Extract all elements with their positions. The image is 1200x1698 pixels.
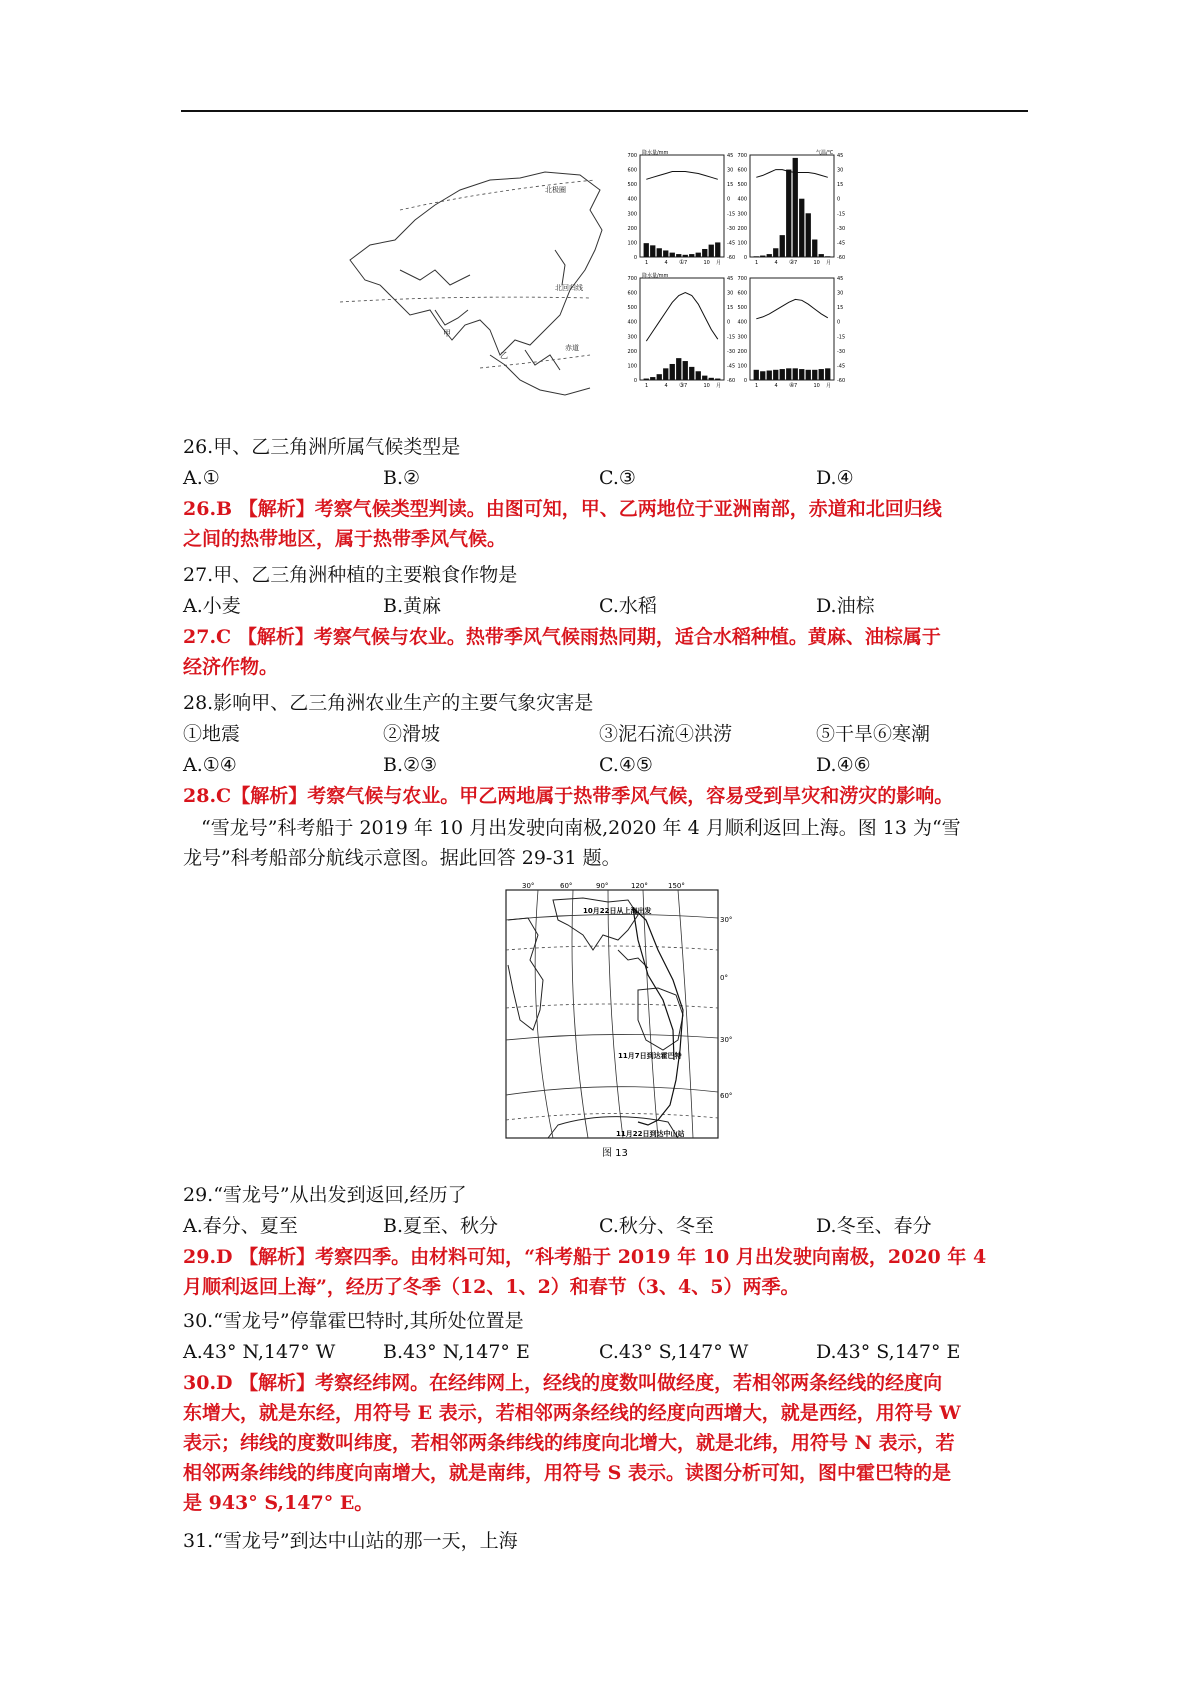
right-tick-label: 30 bbox=[837, 290, 844, 297]
q30-option-a: A.43° N,147° W bbox=[183, 1341, 336, 1363]
lon-tick-2: 60° bbox=[560, 882, 573, 890]
left-tick-label: 0 bbox=[743, 255, 747, 261]
left-tick-label: 0 bbox=[743, 378, 747, 384]
q27-option-b: B.黄麻 bbox=[383, 595, 442, 617]
lat-tick-1: 30° bbox=[720, 916, 733, 924]
right-tick-label: -60 bbox=[837, 255, 846, 261]
q27-option-c: C.水稻 bbox=[599, 595, 657, 617]
left-tick-label: 200 bbox=[627, 348, 637, 355]
figure-13-route-map bbox=[498, 880, 733, 1162]
left-tick-label: 500 bbox=[627, 305, 637, 312]
header-rule bbox=[181, 110, 1028, 112]
right-tick-label: -30 bbox=[727, 348, 736, 355]
q26-option-c: C.③ bbox=[599, 467, 636, 489]
q27-option-a: A.小麦 bbox=[183, 595, 241, 617]
x-tick-label: 1 bbox=[645, 260, 649, 266]
x-tick-label: 7 bbox=[794, 260, 798, 266]
right-tick-label: 0 bbox=[837, 196, 841, 203]
left-tick-label: 200 bbox=[737, 348, 747, 355]
q26-answer-line1: 【解析】考察气候类型判读。由图可知，甲、乙两地位于亚洲南部，赤道和北回归线 bbox=[238, 498, 942, 520]
precip-bar bbox=[702, 376, 707, 380]
precip-bar bbox=[819, 369, 824, 380]
q28-item-1: ①地震 bbox=[183, 723, 241, 745]
right-tick-label: 15 bbox=[727, 182, 734, 189]
left-tick-label: 400 bbox=[737, 196, 747, 203]
left-tick-label: 600 bbox=[627, 167, 637, 174]
q26-answer-head: 26.B bbox=[183, 498, 233, 520]
equator-line bbox=[480, 355, 590, 368]
left-tick-label: 700 bbox=[737, 153, 747, 159]
left-tick-label: 500 bbox=[627, 182, 637, 189]
q30-stem: 30.“雪龙号”停靠霍巴特时,其所处位置是 bbox=[183, 1310, 524, 1332]
precip-bar bbox=[799, 199, 804, 257]
q28-item-4: ⑤干旱⑥寒潮 bbox=[816, 723, 931, 745]
q29-answer-head: 29.D bbox=[183, 1246, 233, 1268]
chart-frame bbox=[750, 278, 834, 380]
right-tick-label: 15 bbox=[727, 305, 734, 312]
chart-id-label: ① bbox=[679, 259, 685, 266]
q30-option-c: C.43° S,147° W bbox=[599, 1341, 749, 1363]
month-label: 月 bbox=[716, 260, 722, 266]
precip-bar bbox=[683, 361, 688, 380]
right-tick-label: -45 bbox=[727, 363, 736, 370]
chart-frame bbox=[750, 155, 834, 257]
q28-option-b: B.②③ bbox=[383, 754, 438, 776]
q29-option-b: B.夏至、秋分 bbox=[383, 1215, 499, 1237]
left-tick-label: 400 bbox=[627, 319, 637, 326]
lat-tick-2: 0° bbox=[720, 974, 728, 982]
q27-answer-line1: 【解析】考察气候与农业。热带季风气候雨热同期，适合水稻种植。黄麻、油棕属于 bbox=[237, 626, 941, 648]
x-tick-label: 1 bbox=[645, 383, 649, 389]
precip-bar bbox=[825, 368, 830, 380]
right-tick-label: 0 bbox=[837, 319, 841, 326]
right-tick-label: -30 bbox=[727, 225, 736, 232]
q30-answer-line1: 【解析】考察经纬网。在经纬网上，经线的度数叫做经度，若相邻两条经线的经度向 bbox=[239, 1372, 943, 1394]
precip-bar bbox=[689, 254, 694, 257]
precip-bar bbox=[644, 379, 649, 380]
precip-bar bbox=[806, 213, 811, 257]
x-tick-label: 4 bbox=[664, 383, 668, 389]
precip-bar bbox=[754, 370, 759, 380]
q28-item-2: ②滑坡 bbox=[383, 723, 441, 745]
q30-answer-line2: 东增大，就是东经，用符号 E 表示，若相邻两条经线的经度向西增大，就是西经，用符号 W bbox=[183, 1402, 961, 1424]
precip-bar bbox=[696, 253, 701, 257]
precip-bar bbox=[773, 248, 778, 257]
q30-answer bbox=[183, 1368, 1025, 1518]
intro-paragraph bbox=[183, 813, 1025, 873]
q29-option-a: A.春分、夏至 bbox=[183, 1215, 298, 1237]
temp-axis-label: 气温/℃ bbox=[816, 150, 834, 156]
precip-bar bbox=[650, 377, 655, 380]
x-tick-label: 1 bbox=[755, 260, 759, 266]
month-label: 月 bbox=[716, 383, 722, 389]
q27-stem: 27.甲、乙三角洲种植的主要粮食作物是 bbox=[183, 564, 518, 586]
lat-tick-4: 60° bbox=[720, 1092, 733, 1100]
label-start: 10月22日从上海出发 bbox=[583, 907, 652, 915]
precip-bar bbox=[819, 254, 824, 257]
figure-caption: 图 13 bbox=[602, 1148, 628, 1159]
q28-option-a: A.①④ bbox=[183, 754, 237, 776]
precip-bar bbox=[663, 250, 668, 257]
right-tick-label: -15 bbox=[727, 334, 736, 341]
climate-chart-1 bbox=[627, 149, 735, 266]
x-tick-label: 4 bbox=[664, 260, 668, 266]
right-tick-label: 30 bbox=[727, 290, 734, 297]
precip-bar bbox=[644, 243, 649, 257]
month-label: 月 bbox=[826, 260, 832, 266]
precip-bar bbox=[825, 256, 830, 257]
q28-option-d: D.④⑥ bbox=[816, 754, 871, 776]
precip-bar bbox=[773, 370, 778, 380]
left-tick-label: 0 bbox=[633, 255, 637, 261]
q28-answer bbox=[183, 781, 1025, 811]
right-tick-label: -15 bbox=[837, 211, 846, 218]
q30-answer-line3: 表示；纬线的度数叫纬度，若相邻两条纬线的纬度向北增大，就是北纬，用符号 N 表示，若 bbox=[183, 1432, 955, 1454]
precip-bar bbox=[799, 369, 804, 380]
q26-option-d: D.④ bbox=[816, 467, 854, 489]
q30-option-d: D.43° S,147° E bbox=[816, 1341, 961, 1363]
q26-option-a: A.① bbox=[183, 467, 220, 489]
precip-bar bbox=[786, 170, 791, 257]
chart-id-label: ③ bbox=[679, 382, 685, 389]
precip-axis-label: 降水量/mm bbox=[642, 150, 669, 156]
left-tick-label: 300 bbox=[737, 211, 747, 218]
x-tick-label: 7 bbox=[684, 260, 688, 266]
q27-answer-line2: 经济作物。 bbox=[183, 656, 279, 678]
q29-option-d: D.冬至、春分 bbox=[816, 1215, 932, 1237]
q29-option-c: C.秋分、冬至 bbox=[599, 1215, 714, 1237]
right-tick-label: 45 bbox=[727, 153, 734, 159]
precip-bar bbox=[786, 368, 791, 380]
x-tick-label: 7 bbox=[794, 383, 798, 389]
label-equator: 赤道 bbox=[565, 344, 579, 352]
intro-line2: 龙号”科考船部分航线示意图。据此回答 29-31 题。 bbox=[183, 847, 621, 869]
right-tick-label: -45 bbox=[837, 363, 846, 370]
lon-tick-3: 90° bbox=[596, 882, 609, 890]
x-tick-label: 4 bbox=[774, 383, 778, 389]
left-tick-label: 300 bbox=[627, 211, 637, 218]
left-tick-label: 700 bbox=[627, 153, 637, 159]
precip-bar bbox=[650, 245, 655, 257]
left-tick-label: 400 bbox=[627, 196, 637, 203]
q26-stem: 26.甲、乙三角洲所属气候类型是 bbox=[183, 436, 461, 458]
precip-bar bbox=[780, 369, 785, 380]
right-tick-label: -15 bbox=[727, 211, 736, 218]
left-tick-label: 500 bbox=[737, 305, 747, 312]
figure-asia-map-climate-charts bbox=[340, 150, 850, 410]
chart-id-label: ② bbox=[789, 259, 795, 266]
precip-bar bbox=[709, 378, 714, 380]
q28-answer-line1: 【解析】考察气候与农业。甲乙两地属于热带季风气候，容易受到旱灾和涝灾的影响。 bbox=[231, 785, 954, 807]
left-tick-label: 300 bbox=[737, 334, 747, 341]
label-arctic: 北极圈 bbox=[545, 186, 566, 194]
left-tick-label: 200 bbox=[627, 225, 637, 232]
label-tropic: 北回归线 bbox=[555, 284, 583, 292]
precip-axis-label: 降水量/mm bbox=[642, 273, 669, 279]
precip-bar bbox=[702, 249, 707, 257]
left-tick-label: 600 bbox=[737, 167, 747, 174]
left-tick-label: 0 bbox=[633, 378, 637, 384]
precip-bar bbox=[670, 364, 675, 380]
climate-chart-2 bbox=[737, 149, 845, 266]
right-tick-label: 45 bbox=[837, 276, 844, 282]
precip-bar bbox=[715, 379, 720, 380]
left-tick-label: 600 bbox=[627, 290, 637, 297]
x-tick-label: 10 bbox=[813, 383, 820, 389]
right-tick-label: 30 bbox=[727, 167, 734, 174]
precip-bar bbox=[715, 242, 720, 257]
left-tick-label: 200 bbox=[737, 225, 747, 232]
right-tick-label: -60 bbox=[727, 378, 736, 384]
tropic-cancer-line bbox=[340, 297, 590, 302]
month-label: 月 bbox=[826, 383, 832, 389]
left-tick-label: 600 bbox=[737, 290, 747, 297]
precip-bar bbox=[760, 256, 765, 257]
q28-item-3: ③泥石流④洪涝 bbox=[599, 723, 733, 745]
x-tick-label: 10 bbox=[703, 260, 710, 266]
q26-option-b: B.② bbox=[383, 467, 421, 489]
q30-answer-line4: 相邻两条纬线的纬度向南增大，就是南纬，用符号 S 表示。读图分析可知，图中霍巴特的是 bbox=[183, 1462, 951, 1484]
right-tick-label: 15 bbox=[837, 305, 844, 312]
precip-bar bbox=[812, 370, 817, 380]
q29-stem: 29.“雪龙号”从出发到返回,经历了 bbox=[183, 1184, 467, 1206]
left-tick-label: 700 bbox=[627, 276, 637, 282]
left-tick-label: 300 bbox=[627, 334, 637, 341]
q31-stem: 31.“雪龙号”到达中山站的那一天，上海 bbox=[183, 1530, 518, 1552]
precip-bar bbox=[760, 371, 765, 380]
precip-bar bbox=[696, 371, 701, 380]
right-tick-label: 15 bbox=[837, 182, 844, 189]
chart-frame bbox=[640, 155, 724, 257]
label-hobart: 11月7日到达霍巴特 bbox=[618, 1052, 682, 1060]
x-tick-label: 1 bbox=[755, 383, 759, 389]
label-zhongshan: 11月22日到达中山站 bbox=[616, 1130, 685, 1138]
label-yi: 乙 bbox=[500, 351, 508, 360]
left-tick-label: 100 bbox=[737, 363, 747, 370]
q27-answer-head: 27.C bbox=[183, 626, 232, 648]
precip-bar bbox=[676, 254, 681, 257]
q28-option-c: C.④⑤ bbox=[599, 754, 653, 776]
x-tick-label: 10 bbox=[703, 383, 710, 389]
precip-bar bbox=[676, 358, 681, 380]
lon-tick-4: 120° bbox=[631, 882, 648, 890]
precip-bar bbox=[767, 254, 772, 257]
x-tick-label: 4 bbox=[774, 260, 778, 266]
arctic-circle-line bbox=[400, 180, 595, 210]
precip-bar bbox=[767, 371, 772, 380]
q27-answer bbox=[183, 622, 1025, 682]
label-jia: 甲 bbox=[443, 329, 451, 338]
lon-tick-5: 150° bbox=[668, 882, 685, 890]
left-tick-label: 400 bbox=[737, 319, 747, 326]
q30-answer-head: 30.D bbox=[183, 1372, 233, 1394]
left-tick-label: 700 bbox=[737, 276, 747, 282]
right-tick-label: -15 bbox=[837, 334, 846, 341]
precip-bar bbox=[683, 255, 688, 257]
left-tick-label: 100 bbox=[627, 363, 637, 370]
q27-option-d: D.油棕 bbox=[816, 595, 875, 617]
chart-id-label: ④ bbox=[789, 382, 795, 389]
left-tick-label: 100 bbox=[627, 240, 637, 247]
precip-bar bbox=[663, 368, 668, 380]
x-tick-label: 10 bbox=[813, 260, 820, 266]
q28-stem: 28.影响甲、乙三角洲农业生产的主要气象灾害是 bbox=[183, 692, 594, 714]
right-tick-label: 0 bbox=[727, 196, 731, 203]
left-tick-label: 500 bbox=[737, 182, 747, 189]
right-tick-label: 30 bbox=[837, 167, 844, 174]
right-tick-label: -30 bbox=[837, 225, 846, 232]
q28-answer-head: 28.C bbox=[183, 785, 232, 807]
climate-chart-3 bbox=[627, 272, 735, 389]
right-tick-label: -60 bbox=[727, 255, 736, 261]
lon-tick-1: 30° bbox=[522, 882, 535, 890]
precip-bar bbox=[689, 367, 694, 380]
climate-chart-4 bbox=[737, 276, 845, 389]
q29-answer bbox=[183, 1242, 1025, 1302]
q29-answer-line1: 【解析】考察四季。由材料可知，“科考船于 2019 年 10 月出发驶向南极，2020 年 4 bbox=[239, 1246, 987, 1268]
right-tick-label: -45 bbox=[727, 240, 736, 247]
precip-bar bbox=[709, 245, 714, 257]
precip-bar bbox=[754, 256, 759, 257]
right-tick-label: -30 bbox=[837, 348, 846, 355]
right-tick-label: -60 bbox=[837, 378, 846, 384]
precip-bar bbox=[793, 368, 798, 380]
x-tick-label: 7 bbox=[684, 383, 688, 389]
precip-bar bbox=[806, 370, 811, 380]
precip-bar bbox=[657, 248, 662, 257]
precip-bar bbox=[657, 374, 662, 380]
lat-tick-3: 30° bbox=[720, 1036, 733, 1044]
precip-bar bbox=[812, 240, 817, 257]
climate-charts bbox=[627, 149, 845, 389]
precip-bar bbox=[670, 253, 675, 257]
q30-option-b: B.43° N,147° E bbox=[383, 1341, 530, 1363]
q29-answer-line2: 月顺利返回上海”，经历了冬季（12、1、2）和春节（3、4、5）两季。 bbox=[183, 1276, 800, 1298]
right-tick-label: 45 bbox=[837, 153, 844, 159]
q26-answer-line2: 之间的热带地区，属于热带季风气候。 bbox=[183, 528, 507, 550]
q30-answer-line5: 是 943° S,147° E。 bbox=[183, 1492, 374, 1514]
right-tick-label: -45 bbox=[837, 240, 846, 247]
right-tick-label: 45 bbox=[727, 276, 734, 282]
right-tick-label: 0 bbox=[727, 319, 731, 326]
precip-bar bbox=[780, 235, 785, 257]
intro-line1: “雪龙号”科考船于 2019 年 10 月出发驶向南极,2020 年 4 月顺利返回上海。图 13 为“雪 bbox=[201, 817, 961, 839]
left-tick-label: 100 bbox=[737, 240, 747, 247]
q26-answer bbox=[183, 494, 1025, 554]
